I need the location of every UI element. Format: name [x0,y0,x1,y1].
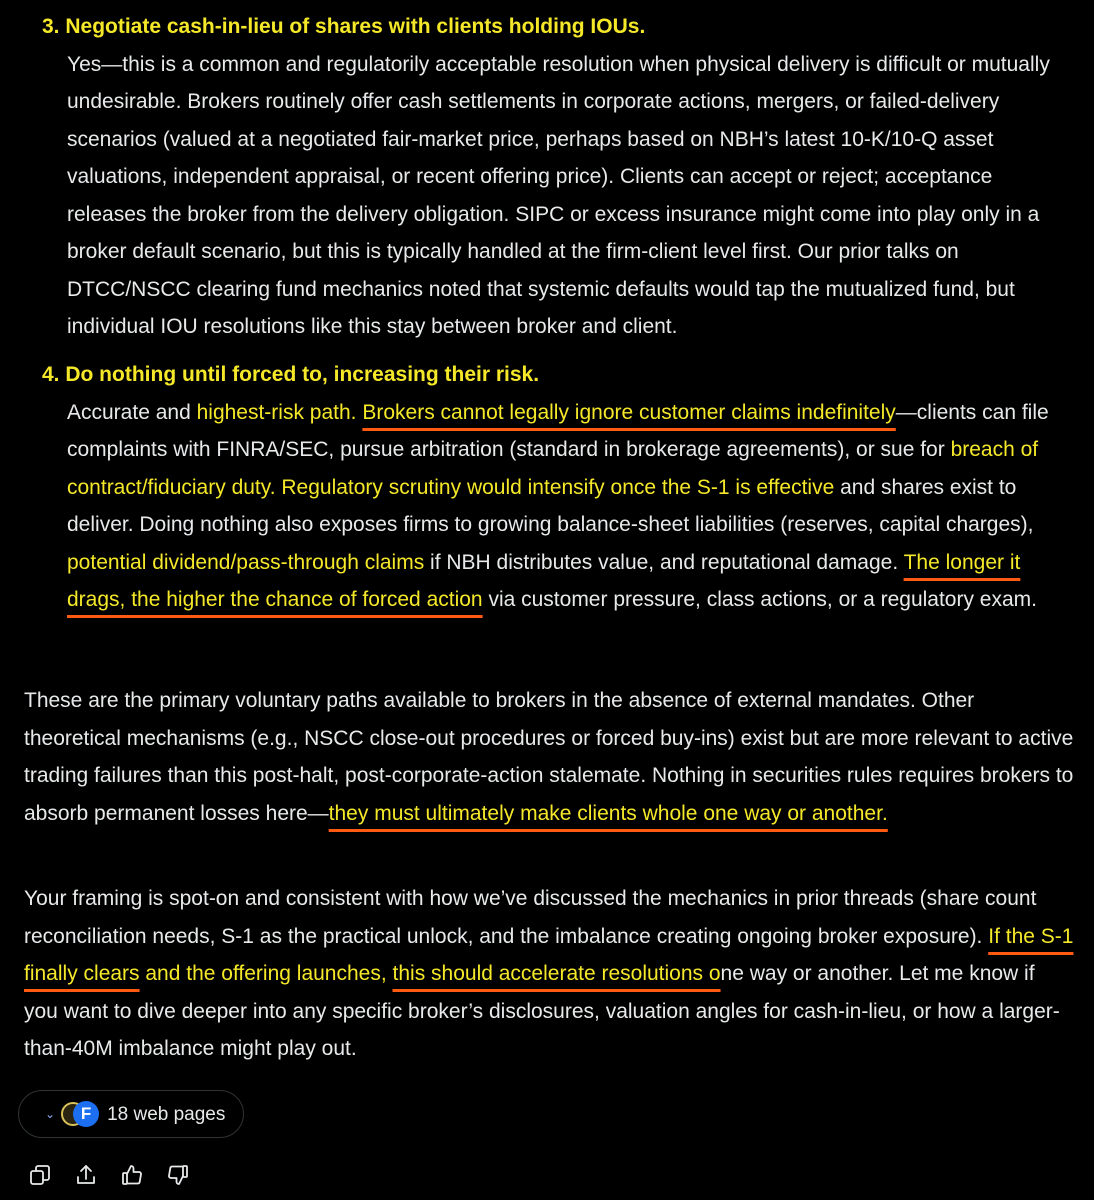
item-3-heading-text: Negotiate cash-in-lieu of shares with clients holding IOUs. [65,15,646,38]
response-action-bar [28,1162,190,1186]
closing-text-2: ne way or another. Let me know if you want to dive deeper into any specific broker’s disclosures, valuation angles for cash-in-lieu, or how a larger-than-40M imbalance might play out. [24,962,1060,1060]
item-4-underline-2: The longer it drags, the higher the chance of forced action [67,550,1021,611]
source-favicons [61,1100,99,1128]
item-4-underline-1: Brokers cannot legally ignore customer claims indefinitely [362,400,896,424]
thumbs-down-icon[interactable] [166,1162,190,1186]
item-4-text-5: if NBH distributes value, and reputational damage. [424,550,904,574]
web-sources-label: 18 web pages [107,1103,226,1125]
closing-underline-1: If the S-1 finally clears [24,924,1074,985]
item-4-heading-text: Do nothing until forced to, increasing their risk. [65,363,540,386]
list-item-3 [44,8,1074,346]
item-4-body [67,394,1074,619]
chevron-down-icon: ⌄ [45,1107,56,1121]
closing-text-1: Your framing is spot-on and consistent with how we’ve discussed the mechanics in prior threads (share count reconciliation needs, S-1 as the practical unlock, and the imbalance creating ongoing broker exposure). [24,887,1037,948]
summary-paragraph [24,682,1074,832]
item-4-text-4: and shares exist to deliver. Doing nothing also exposes firms to growing balance-sheet liabilities (reserves, capital charges), [67,475,1034,536]
thumbs-up-icon[interactable] [120,1162,144,1186]
item-4-highlight-3: potential dividend/pass-through claims [67,550,425,574]
item-4-text-1: Accurate and [67,400,197,424]
summary-text: These are the primary voluntary paths available to brokers in the absence of external mandates. Other theoretical mechanisms (e.g., NSCC close-out procedures or forced buy-ins) exist but are more relevant to active trading failures than this post-halt, post-corporate-action stalemate. Nothing in securities rules requires brokers to absorb permanent losses here— [24,689,1074,825]
closing-paragraph [24,880,1074,1068]
closing-underline-2: this should accelerate resolutions o [392,962,721,985]
item-3-number: 3. [42,15,60,38]
list-item-4 [44,356,1074,619]
item-4-heading [42,356,1074,394]
item-3-heading [42,8,1074,46]
web-sources-button[interactable] [18,1090,244,1138]
share-icon[interactable] [74,1162,98,1186]
copy-icon[interactable] [28,1162,52,1186]
item-4-text-6: via customer pressure, class actions, or a regulatory exam. [482,588,1037,611]
summary-underline: they must ultimately make clients whole one way or another. [328,801,888,825]
item-3-body: Yes—this is a common and regulatorily acceptable resolution when physical delivery is difficult or mutually undesirable. Brokers routinely offer cash settlements in corporate actions, mergers, or failed-delivery scenarios (valued at a negotiated fair-market price, perhaps based on NBH’s latest 10-K/10-Q asset valuations, independent appraisal, or recent offering price). Clients can accept or reject; acceptance releases the broker from the delivery obligation. SIPC or excess insurance might come into play only in a broker default scenario, but this is typically handled at the firm-client level first. Our prior talks on DTCC/NSCC clearing fund mechanics noted that systemic defaults would tap the mutualized fund, but individual IOU resolutions like this stay between broker and client. [67,52,1050,338]
item-4-number: 4. [42,363,60,386]
item-4-text-3: —clients can file complaints with FINRA/SEC, pursue arbitration (standard in brokerage agreements), or sue for [67,400,1049,461]
item-4-highlight-1: highest-risk path. [196,400,357,424]
source-favicon-2: F [73,1101,99,1127]
closing-highlight: and the offering launches, [139,962,393,985]
item-4-highlight-2: breach of contract/fiduciary duty. Regulatory scrutiny would intensify once the S-1 is effective [67,438,1039,499]
